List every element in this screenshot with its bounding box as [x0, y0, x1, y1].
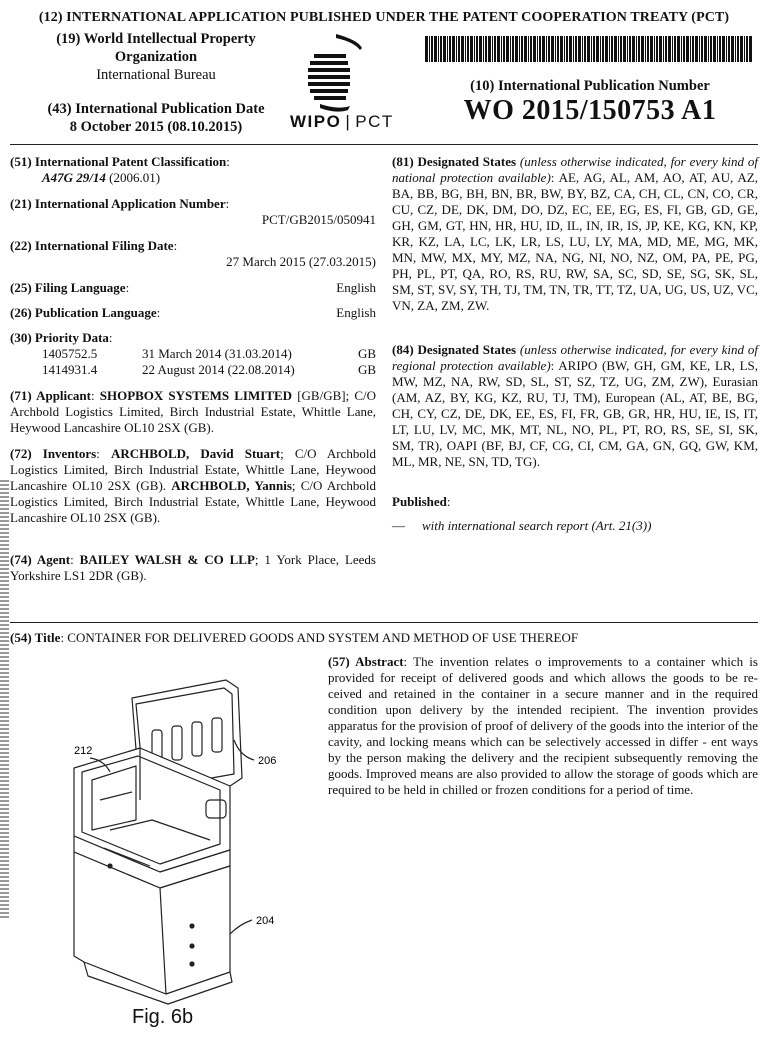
barcode-bar [485, 36, 487, 62]
barcode-bar [704, 36, 707, 62]
priority-row: 1414931.4 22 August 2014 (22.08.2014) GB [42, 362, 376, 377]
barcode-bar [479, 36, 482, 62]
barcode-bar [461, 36, 464, 62]
barcode-bar [515, 36, 518, 62]
barcode-bar [582, 36, 583, 62]
barcode-bar [683, 36, 685, 62]
publication-language-field: (26) Publication Language: English [10, 305, 376, 320]
barcode-bar [719, 36, 721, 62]
barcode-bar [548, 36, 550, 62]
barcode-bar [740, 36, 743, 62]
org-line-1: (19) World Intellectual Property [56, 31, 256, 47]
barcode [425, 36, 755, 62]
barcode-bar [638, 36, 640, 62]
patent-figure [40, 660, 330, 1005]
barcode-bar [609, 36, 610, 62]
publication-date-label: (43) International Publication Date [47, 101, 265, 117]
org-line-2: Organization [114, 49, 198, 65]
barcode-bar [674, 36, 676, 62]
barcode-bar [596, 36, 599, 62]
barcode-bar [501, 36, 502, 62]
barcode-bar [665, 36, 667, 62]
priority-row: 1405752.5 31 March 2014 (31.03.2014) GB [42, 346, 376, 361]
national-designated-states: (81) Designated States (unless otherwise indicated, for every kind of national protection available): AE, AG, AL, AM, AO, AT, AU, AZ, BA, BB, BG, BH, BN, BR, BW, BY, BZ, CA, CH, CL, CN, CO, CR, CU, CZ, DE, DK, DM, DO, DZ, EC, EE, EG, ES, FI, GB, GD, GE, GH, GM, GT, HN, HR, HU, ID, IL, IN, IR, IS, JP, KE, KG, KN, KP, KR, KZ, LA, LC, LK, LR, LS, LU, LY, MA, MD, ME, MG, MK, MN, MW, MX, MY, MZ, NA, NG, NI, NO, NZ, OM, PA, PE, PG, PH, PL, PT, QA, RO, RS, RU, RW, SA, SC, SD, SE, SG, SK, SL, SM, ST, SV, SY, TH, TJ, TM, TN, TR, TT, TZ, UA, UG, US, UZ, VC, VN, ZA, ZM, ZW. [392, 154, 759, 313]
filing-date: 27 March 2015 (27.03.2015) [226, 254, 376, 269]
barcode-bar [708, 36, 709, 62]
barcode-bar [690, 36, 691, 62]
barcode-bar [681, 36, 682, 62]
barcode-bar [629, 36, 631, 62]
classification-field: (51) International Patent Classification: A47G 29/14 (2006.01) [10, 154, 230, 185]
barcode-bar [645, 36, 646, 62]
barcode-bar [497, 36, 500, 62]
barcode-bar [677, 36, 680, 62]
barcode-bar [542, 36, 545, 62]
barcode-bar [578, 36, 581, 62]
publication-language: English [336, 305, 376, 320]
barcode-bar [663, 36, 664, 62]
barcode-bar [456, 36, 457, 62]
barcode-bar [510, 36, 511, 62]
barcode-bar [557, 36, 559, 62]
barcode-bar [584, 36, 586, 62]
barcode-bar [672, 36, 673, 62]
barcode-bar [726, 36, 727, 62]
barcode-bar [710, 36, 712, 62]
barcode-bar [587, 36, 590, 62]
barcode-bar [546, 36, 547, 62]
barcode-bar [699, 36, 700, 62]
barcode-bar [519, 36, 520, 62]
barcode-bar [488, 36, 491, 62]
barcode-bar [701, 36, 703, 62]
barcode-bar [569, 36, 572, 62]
margin-barcode-strip [0, 480, 9, 920]
application-number-field: (21) International Application Number: PCT/GB2015/050941 [10, 196, 376, 227]
wipo-logo [290, 30, 418, 136]
application-number: PCT/GB2015/050941 [261, 212, 376, 227]
barcode-bar [452, 36, 455, 62]
barcode-bar [728, 36, 730, 62]
header-divider [10, 144, 758, 145]
bureau: International Bureau [96, 67, 216, 83]
barcode-bar [458, 36, 460, 62]
barcode-bar [443, 36, 446, 62]
figure-label: 206 [258, 755, 277, 767]
barcode-bar [431, 36, 433, 62]
barcode-bar [717, 36, 718, 62]
barcode-bar [530, 36, 532, 62]
published-item: with international search report (Art. 21(3)) [422, 518, 652, 533]
barcode-bar [632, 36, 635, 62]
filing-language-field: (25) Filing Language: English [10, 280, 376, 295]
barcode-bar [650, 36, 653, 62]
inventor-name: ARCHBOLD, Yannis [171, 478, 292, 493]
wipo-organization [40, 30, 272, 136]
barcode-bar [620, 36, 622, 62]
agent-field: (74) Agent: BAILEY WALSH & CO LLP; 1 York Place, Leeds Yorkshire LS1 2DR (GB). [10, 552, 376, 583]
barcode-bar [474, 36, 475, 62]
barcode-bar [731, 36, 734, 62]
inventor-name: ARCHBOLD, David Stuart [110, 446, 281, 461]
barcode-bar [425, 36, 428, 62]
barcode-bar [447, 36, 448, 62]
barcode-bar [429, 36, 430, 62]
barcode-bar [512, 36, 514, 62]
barcode-bar [602, 36, 604, 62]
barcode-bar [483, 36, 484, 62]
barcode-bar [737, 36, 739, 62]
barcode-bar [713, 36, 716, 62]
invention-title: (54) Title: CONTAINER FOR DELIVERED GOODS AND SYSTEM AND METHOD OF USE THEREOF [10, 630, 579, 645]
document-header-title: (12) INTERNATIONAL APPLICATION PUBLISHED UNDER THE PATENT COOPERATION TREATY (PCT) [38, 10, 730, 25]
container-drawing [40, 660, 330, 1005]
barcode-bar [449, 36, 451, 62]
inventors-field: (72) Inventors: ARCHBOLD, David Stuart; C/O Archbold Logistics Limited, Birch Industrial Estate, Whittle Lane, Heywood Lancashire OL10 2SX (GB). ARCHBOLD, Yannis; C/O Archbold Logistics Limited, Birch Industrial Estate, Whittle Lane, Heywood Lancashire OL10 2SX (GB). [10, 446, 376, 525]
barcode-bar [528, 36, 529, 62]
barcode-bar [735, 36, 736, 62]
barcode-bar [659, 36, 662, 62]
barcode-bar [533, 36, 536, 62]
barcode-bar [591, 36, 592, 62]
figure-label: 204 [256, 915, 275, 927]
barcode-bar [465, 36, 466, 62]
barcode-bar [654, 36, 655, 62]
barcode-bar [686, 36, 689, 62]
barcode-bar [656, 36, 658, 62]
regional-designated-states: (84) Designated States (unless otherwise indicated, for every kind of regional protection available): ARIPO (BW, GH, GM, KE, LR, LS, MW, MZ, NA, RW, SD, SL, ST, SZ, TZ, UG, ZM, ZW), Eurasian (AM, AZ, BY, KG, KZ, RU, TJ, TM), European (AL, AT, BE, BG, CH, CY, CZ, DE, DK, EE, ES, FI, FR, GB, GR, HR, HU, IE, IS, IT, LT, LU, LV, MC, MK, MT, NL, NO, PL, PT, RO, RS, SE, SI, SK, SM, TR), OAPI (BF, BJ, CF, CG, CI, CM, GA, GN, GQ, GW, KM, ML, MR, NE, SN, TD, TG). [392, 342, 759, 469]
barcode-bar [746, 36, 748, 62]
barcode-bar [618, 36, 619, 62]
publication-date: 8 October 2015 (08.10.2015) [69, 119, 243, 135]
filing-date-field: (22) International Filing Date: 27 March 2015 (27.03.2015) [10, 238, 376, 269]
classification-code: A47G 29/14 [42, 170, 106, 185]
barcode-bar [695, 36, 698, 62]
figure-label: 212 [74, 745, 93, 757]
barcode-bar [749, 36, 752, 62]
barcode-bar [503, 36, 505, 62]
barcode-bar [551, 36, 554, 62]
barcode-bar [600, 36, 601, 62]
priority-data-field: (30) Priority Data: 1405752.5 31 March 2014 (31.03.2014) GB 1414931.4 22 August 2014 (22.08.2014) GB [10, 330, 376, 377]
barcode-bar [627, 36, 628, 62]
barcode-bar [566, 36, 568, 62]
barcode-bar [623, 36, 626, 62]
barcode-bar [470, 36, 473, 62]
barcode-bar [605, 36, 608, 62]
barcode-bar [560, 36, 563, 62]
barcode-bar [467, 36, 469, 62]
filing-language: English [336, 280, 376, 295]
barcode-bar [434, 36, 437, 62]
applicant-field: (71) Applicant: SHOPBOX SYSTEMS LIMITED [GB/GB]; C/O Archbold Logistics Limited, Birch Industrial Estate, Whittle Lane, Heywood Lancashire OL10 2SX (GB). [10, 388, 377, 435]
barcode-bar [575, 36, 577, 62]
abstract: (57) Abstract: The invention relates o improvements to a container which is provided for receipt of delivered goods and which allows the goods to be re- ceived and retained in the container in a secure manner and in the required condition upon delivery by the intended recipient. The invention provides apparatus for the provision of proof of delivery of the goods into the interior of the cavity, and locking means which can be selectively accessed in differ - ent ways by the person making the delivery and the recipient subsequently removing the goods. Improved means are also provided to allow the storage of goods which are required to be held in chilled or frozen conditions for a period of time. [328, 654, 758, 797]
barcode-bar [440, 36, 442, 62]
barcode-bar [537, 36, 538, 62]
barcode-bar [647, 36, 649, 62]
barcode-bar [641, 36, 644, 62]
barcode-bar [573, 36, 574, 62]
barcode-bar [521, 36, 523, 62]
barcode-bar [539, 36, 541, 62]
barcode-bar [614, 36, 617, 62]
barcode-bar [636, 36, 637, 62]
barcode-bar [476, 36, 478, 62]
figure-caption: Fig. 6b [132, 1006, 194, 1028]
barcode-bar [524, 36, 527, 62]
barcode-bar [506, 36, 509, 62]
agent-name: BAILEY WALSH & CO LLP [79, 552, 255, 567]
publication-number: WO 2015/150753 A1 [463, 95, 717, 126]
barcode-bar [611, 36, 613, 62]
barcode-bar [494, 36, 496, 62]
barcode-bar [593, 36, 595, 62]
barcode-bar [438, 36, 439, 62]
barcode-bar [668, 36, 671, 62]
title-divider [10, 622, 758, 623]
barcode-bar [492, 36, 493, 62]
barcode-bar [722, 36, 725, 62]
wipo-pct-wordmark: WIPO | PCT [290, 112, 394, 131]
publication-number-label: (10) International Publication Number [470, 78, 710, 94]
barcode-bar [692, 36, 694, 62]
applicant-name: SHOPBOX SYSTEMS LIMITED [99, 388, 293, 403]
barcode-bar [564, 36, 565, 62]
published-section: Published: — with international search report (Art. 21(3)) [392, 494, 652, 533]
barcode-bar [555, 36, 556, 62]
barcode-bar [744, 36, 745, 62]
